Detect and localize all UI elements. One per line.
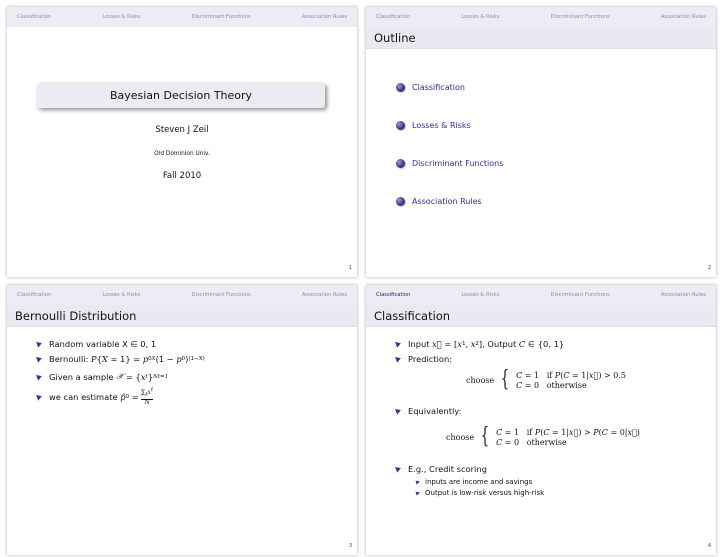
nav-bar [7, 7, 357, 27]
bullet-ball-icon [396, 121, 405, 130]
bullet-triangle-icon [36, 393, 43, 400]
choose-label: choose [446, 432, 475, 442]
outline-item-association-rules[interactable] [396, 197, 482, 206]
author: Steven J Zeil [155, 125, 209, 135]
nav-losses-risks[interactable]: Losses & Risks [102, 14, 141, 20]
slide-outline [366, 7, 716, 277]
bullet-text: Prediction: [408, 354, 453, 364]
bullet-random-variable [37, 339, 156, 349]
bullet-text: inputs are income and savings [425, 478, 533, 486]
date: Fall 2010 [162, 171, 202, 181]
bullet-triangle-icon [395, 355, 402, 362]
bullet-prediction [396, 354, 452, 364]
bullet-ball-icon [396, 197, 405, 206]
frame-title: Classification [366, 305, 716, 327]
outline-item-label: Discriminant Functions [412, 159, 504, 168]
nav-discriminant-functions[interactable]: Discriminant Functions [550, 292, 610, 298]
presentation-title: Bayesian Decision Theory [37, 83, 325, 108]
outline-item-discriminant-functions[interactable] [396, 159, 503, 168]
page-number: 2 [707, 265, 711, 271]
equivalent-rule: choose { C = 1 if P(C = 1|x⃗) > P(C = 0|x⃗) C = 0 otherwise [446, 424, 640, 449]
slide-title [7, 7, 357, 277]
frame-title: Outline [366, 27, 716, 49]
nav-bar [7, 285, 357, 305]
nav-losses-risks[interactable]: Losses & Risks [461, 14, 500, 20]
nav-bar [366, 285, 716, 305]
nav-discriminant-functions[interactable]: Discriminant Functions [191, 292, 251, 298]
outline-item-label: Classification [412, 83, 465, 92]
outline-item-label: Association Rules [412, 197, 482, 206]
nav-association-rules[interactable]: Association Rules [660, 292, 706, 298]
outline-item-losses-risks[interactable] [396, 121, 471, 130]
bullet-credit-scoring [396, 464, 487, 474]
bullet-ball-icon [396, 83, 405, 92]
nav-classification[interactable]: Classification [17, 292, 52, 298]
bullet-input-output: Input x⃗ = [ x 1 , x 2 ], Output C ∈ {0, 1} [396, 339, 564, 349]
bullet-text: Output is low-risk versus high-risk [425, 489, 545, 497]
slide-bernoulli [7, 285, 357, 555]
bullet-text: Equivalently: [408, 406, 462, 416]
bullet-text: Bernoulli: [49, 354, 89, 364]
nav-losses-risks[interactable]: Losses & Risks [102, 292, 141, 298]
bullet-equivalently [396, 406, 461, 416]
bullet-text: Random variable X ∈ 0, 1 [49, 339, 157, 349]
page-number: 1 [348, 265, 352, 271]
bullet-text: E.g., Credit scoring [408, 464, 487, 474]
outline-item-label: Losses & Risks [412, 121, 471, 130]
nav-bar [366, 7, 716, 27]
nav-discriminant-functions[interactable]: Discriminant Functions [550, 14, 610, 20]
sub-bullet-inputs [416, 478, 532, 486]
sub-bullet-output [416, 489, 544, 497]
slide-classification [366, 285, 716, 555]
bullet-sample: Given a sample 𝒳 = { x t } N t=1 [37, 371, 168, 382]
frame-title: Bernoulli Distribution [7, 305, 357, 327]
bullet-triangle-icon [36, 355, 43, 362]
bullet-triangle-icon [415, 490, 420, 495]
bullet-triangle-icon [395, 465, 402, 472]
nav-losses-risks[interactable]: Losses & Risks [461, 292, 500, 298]
bullet-ball-icon [396, 159, 405, 168]
nav-classification[interactable]: Classification [376, 292, 411, 298]
prediction-rule: choose { C = 1 if P(C = 1|x⃗) > 0.5 C = 0 otherwise [466, 367, 626, 392]
bullet-triangle-icon [415, 479, 420, 484]
bullet-triangle-icon [395, 340, 402, 347]
page-number: 4 [707, 543, 711, 549]
nav-classification[interactable]: Classification [376, 14, 411, 20]
nav-association-rules[interactable]: Association Rules [301, 292, 347, 298]
bullet-triangle-icon [395, 407, 402, 414]
bullet-triangle-icon [36, 373, 43, 380]
nav-association-rules[interactable]: Association Rules [660, 14, 706, 20]
bullet-text: we can estimate [49, 391, 118, 402]
bullet-text: Given a sample [49, 371, 114, 382]
bullet-bernoulli-formula: Bernoulli: P { X = 1} = p 0 X (1 − p 0 ) (1−X) [37, 354, 205, 364]
page-number: 3 [348, 543, 352, 549]
institution: Old Dominion Univ. [154, 151, 210, 157]
bullet-triangle-icon [36, 340, 43, 347]
choose-label: choose [466, 375, 495, 385]
nav-discriminant-functions[interactable]: Discriminant Functions [191, 14, 251, 20]
nav-classification[interactable]: Classification [17, 14, 52, 20]
nav-association-rules[interactable]: Association Rules [301, 14, 347, 20]
outline-item-classification[interactable] [396, 83, 465, 92]
bullet-estimate: we can estimate p̂ 0 = $\sum_tx^t$ N [37, 388, 153, 406]
